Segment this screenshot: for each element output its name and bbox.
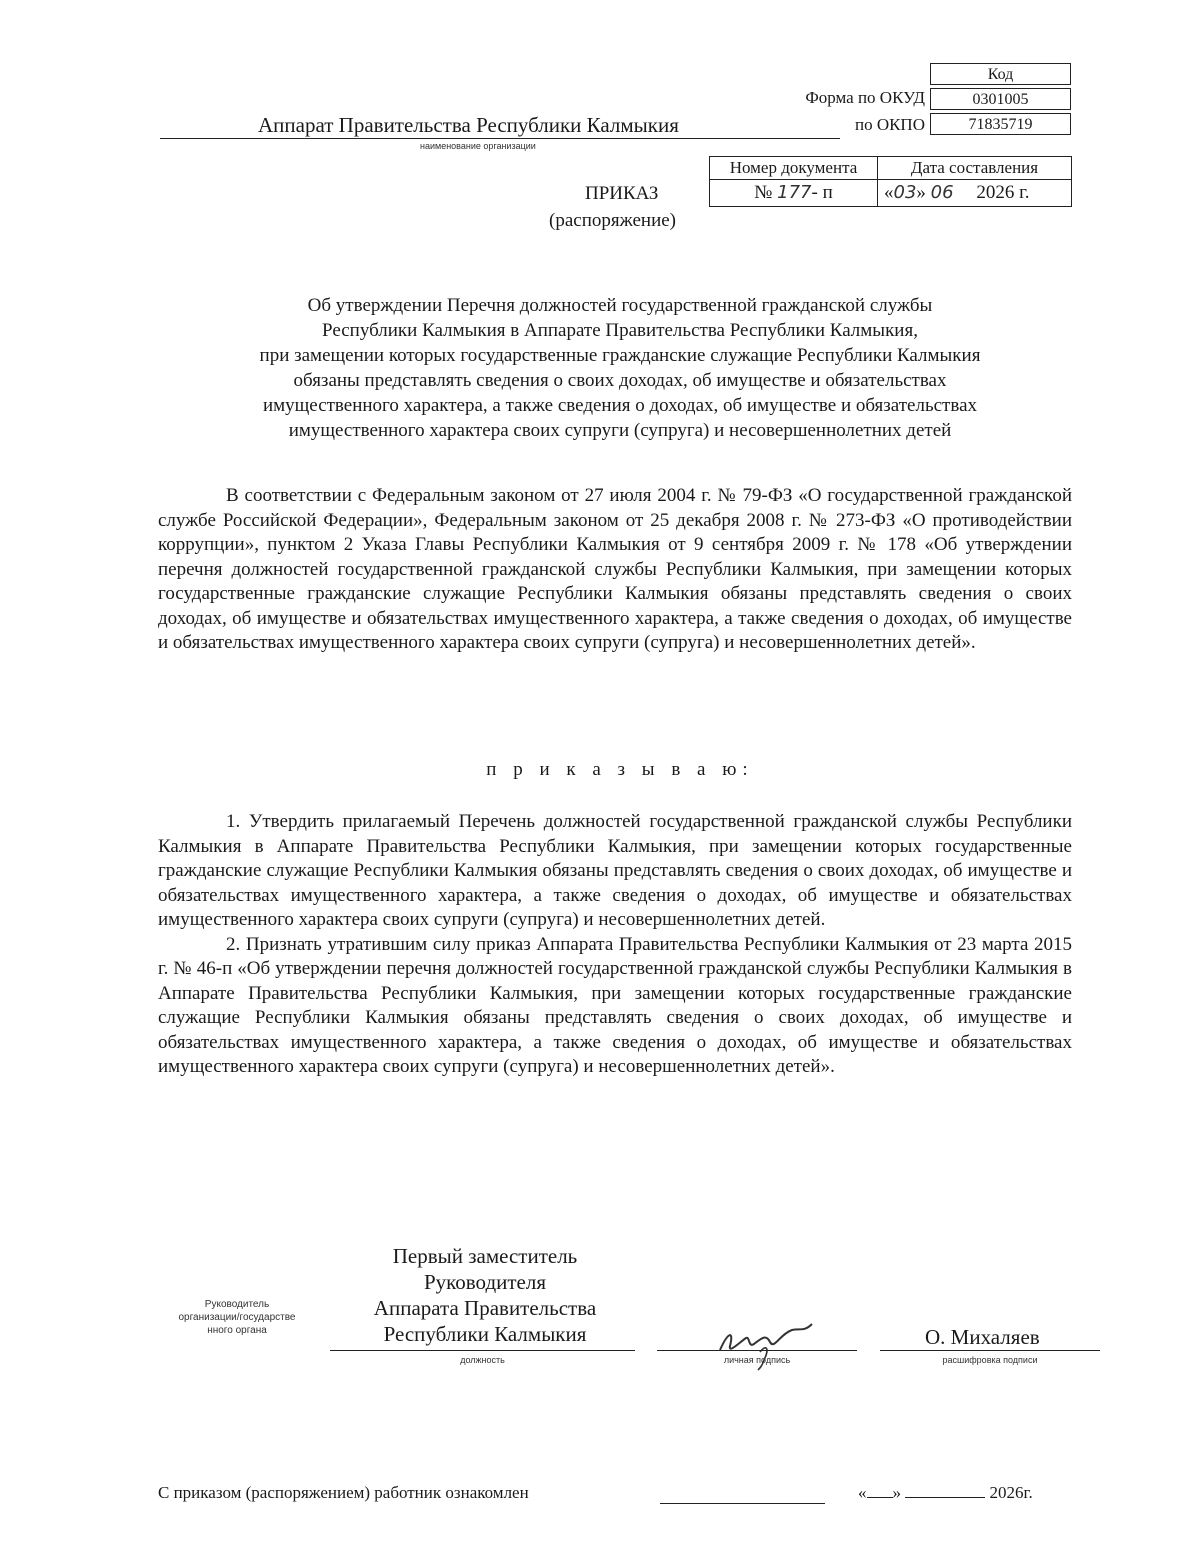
date-month: 06	[930, 182, 954, 203]
title-line: обязаны представлять сведения о своих доходах, об имуществе и обязательствах	[293, 370, 947, 391]
acquaintance-date	[858, 1483, 1033, 1503]
document-subtype: (распоряжение)	[549, 210, 677, 231]
date-header: Дата составления	[878, 157, 1072, 180]
date-close-quote: »	[916, 182, 926, 203]
position-underline	[330, 1350, 635, 1351]
document-date	[878, 180, 1072, 207]
organization-underline	[160, 138, 840, 139]
document-title	[130, 293, 1110, 443]
date-open-quote: «	[884, 182, 894, 203]
head-caption	[142, 1298, 332, 1337]
okud-code: 0301005	[930, 88, 1071, 110]
number-prefix: №	[754, 182, 773, 203]
number-suffix: - п	[811, 182, 833, 203]
head-caption-line: Руководитель	[204, 1299, 270, 1310]
position-line: Руководителя	[423, 1270, 547, 1294]
preamble-paragraph: В соответствии с Федеральным законом от 27 июля 2004 г. № 79-ФЗ «О государственной гражданской службе Российской Федерации», Федеральным законом от 25 декабря 2008 г. № 273-ФЗ «О противодействии коррупции», пунктом 2 Указа Главы Республики Калмыкия от 9 сентября 2009 г. № 178 «Об утверждении перечня должностей государственной гражданской службы Республики Калмыкия, при замещении которых государственные гражданские служащие Республики Калмыкия обязаны представлять сведения о своих доходах, об имуществе и обязательствах имущественного характера, а также сведения о доходах, об имуществе и обязательствах имущественного характера своих супруги (супруга) и несовершеннолетних детей».	[158, 485, 1072, 653]
number-value: 177	[777, 182, 812, 203]
date-year: 2026 г.	[976, 182, 1030, 203]
okpo-code: 71835719	[930, 113, 1071, 135]
position-line: Первый заместитель	[392, 1244, 578, 1268]
okpo-label: по ОКПО	[854, 115, 925, 134]
title-line: Республики Калмыкия в Аппарате Правительства Республики Калмыкия,	[322, 320, 918, 341]
acquaintance-date-open: «	[858, 1483, 867, 1502]
acquaintance-text: С приказом (распоряжением) работник ознакомлен	[158, 1483, 529, 1502]
order-items	[158, 810, 1072, 1080]
name-caption: расшифровка подписи	[942, 1355, 1038, 1365]
position-caption: должность	[460, 1355, 505, 1365]
document-type: ПРИКАЗ	[585, 183, 659, 204]
organization-name: Аппарат Правительства Республики Калмыкия	[258, 113, 679, 137]
signatory-name: О. Михаляев	[925, 1325, 1040, 1349]
acquaintance-signature-line	[660, 1503, 825, 1504]
decree-word: п р и к а з ы в а ю:	[486, 759, 754, 780]
signatory-position	[330, 1243, 640, 1347]
preamble	[158, 484, 1072, 656]
document-number-date-table	[709, 156, 1072, 207]
order-item-2: 2. Признать утратившим силу приказ Аппарата Правительства Республики Калмыкия от 23 марта 2015 г. № 46-п «Об утверждении перечня должностей государственной гражданской службы Республики Калмыкия в Аппарате Правительства Республики Калмыкия, при замещении которых государственные гражданские служащие Республики Калмыкия обязаны представлять сведения о своих доходах, об имуществе и обязательствах имущественного характера, а также сведения о доходах, об имуществе и обязательствах имущественного характера своих супруги (супруга) и несовершеннолетних детей».	[158, 933, 1072, 1077]
title-line: при замещении которых государственные гражданские служащие Республики Калмыкия	[259, 345, 981, 366]
head-caption-line: организации/государстве	[178, 1312, 296, 1323]
signature-caption: личная подпись	[723, 1355, 791, 1365]
title-line: имущественного характера своих супруги (супруга) и несовершеннолетних детей	[288, 420, 952, 441]
title-line: Об утверждении Перечня должностей государственной гражданской службы	[307, 295, 933, 316]
title-line: имущественного характера, а также сведения о доходах, об имуществе и обязательствах	[262, 395, 978, 416]
number-header: Номер документа	[710, 157, 878, 180]
date-day: 03	[893, 182, 917, 203]
code-header: Код	[930, 63, 1071, 85]
organization-caption: наименование организации	[420, 141, 536, 151]
acquaintance-date-close: »	[892, 1483, 901, 1502]
acquaintance-year: 2026г.	[989, 1483, 1033, 1502]
head-caption-line: нного органа	[207, 1325, 267, 1336]
position-line: Аппарата Правительства	[373, 1296, 597, 1320]
position-line: Республики Калмыкия	[383, 1322, 587, 1346]
order-item-1: 1. Утвердить прилагаемый Перечень должностей государственной гражданской службы Республики Калмыкия в Аппарате Правительства Республики Калмыкия, при замещении которых государственные гражданские служащие Республики Калмыкия обязаны представлять сведения о своих доходах, об имуществе и обязательствах имущественного характера, а также сведения о доходах, об имуществе и обязательствах имущественного характера своих супруги (супруга) и несовершеннолетних детей.	[158, 811, 1072, 930]
document-number	[710, 180, 878, 207]
okud-label: Форма по ОКУД	[805, 88, 925, 107]
signature-underline	[657, 1350, 857, 1351]
name-underline	[880, 1350, 1100, 1351]
